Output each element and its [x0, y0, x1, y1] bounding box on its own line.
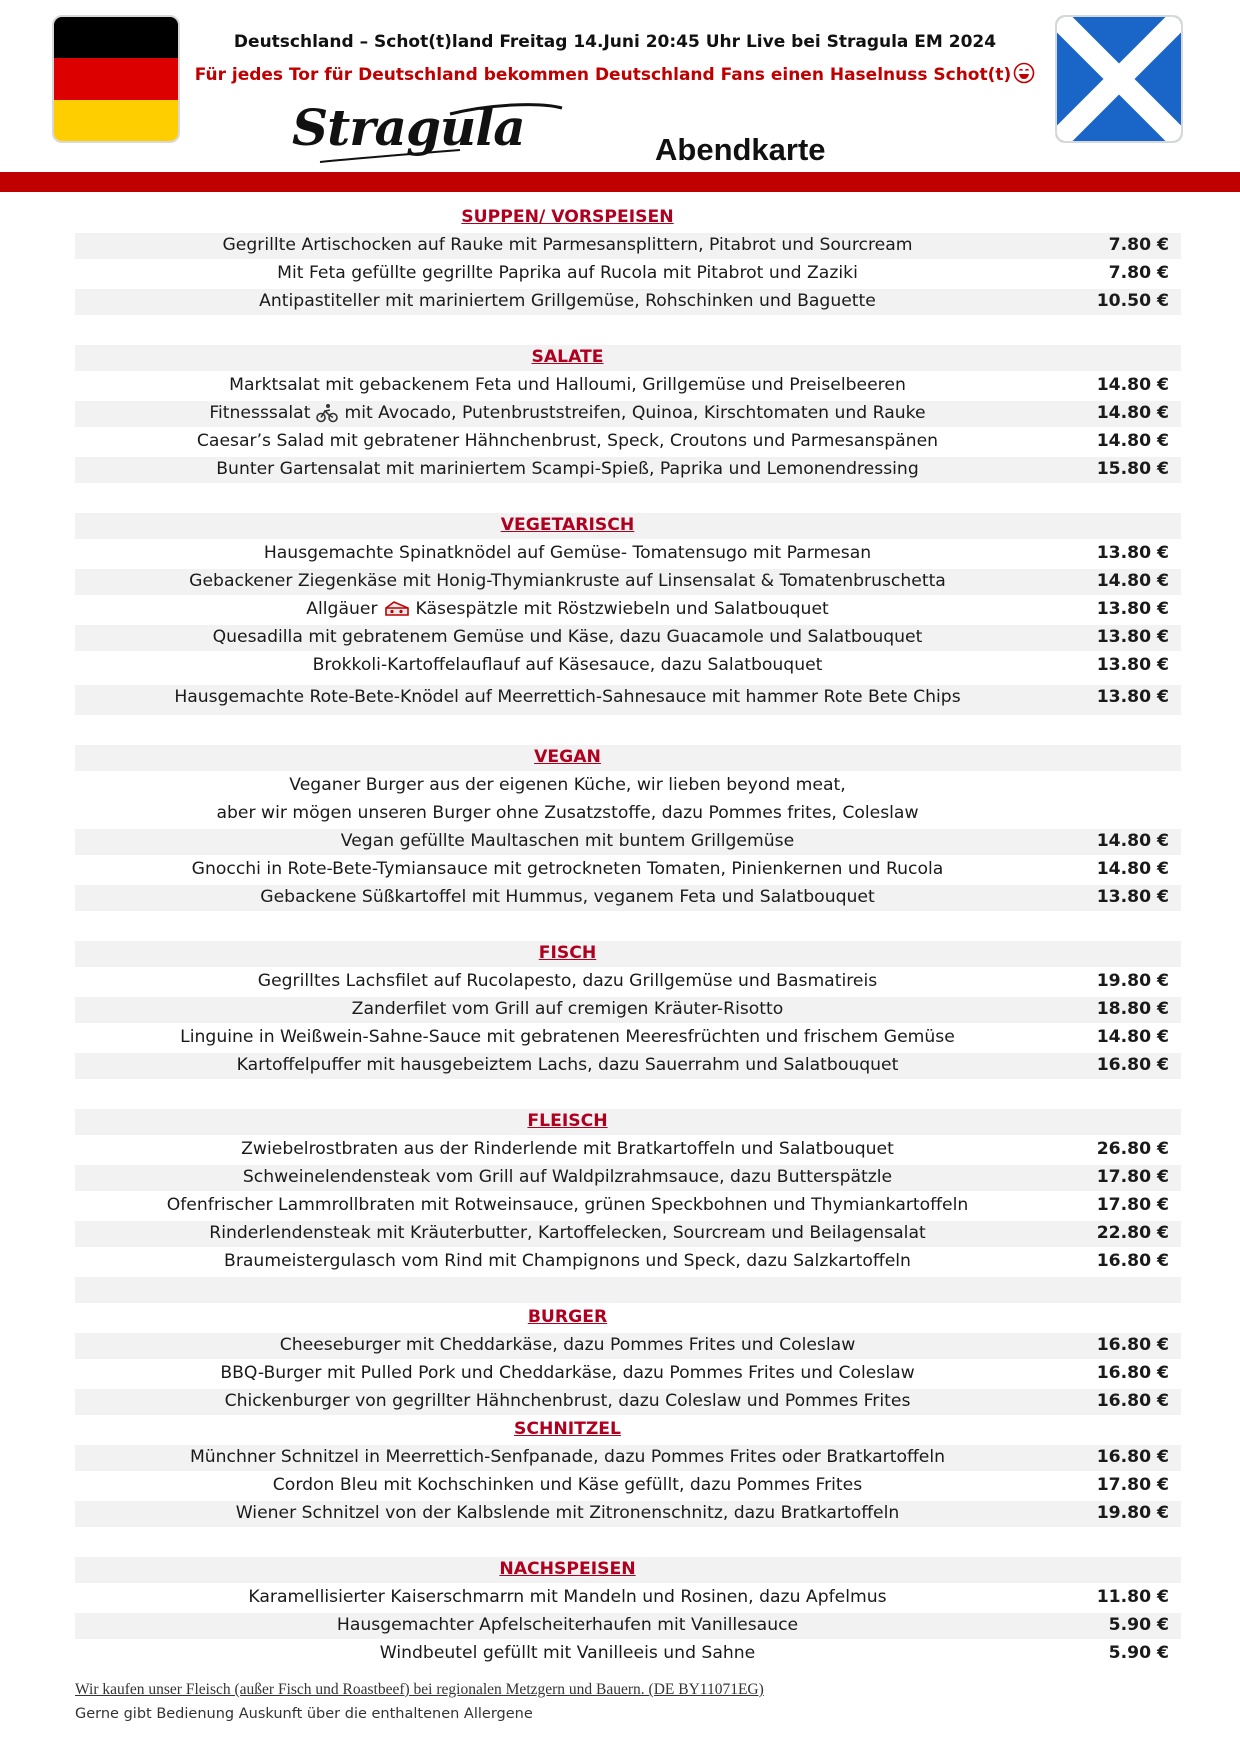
dish-name: Gebackener Ziegenkäse mit Honig-Thymiankruste auf Linsensalat & Tomatenbruschetta [189, 571, 946, 591]
promo-headline-text: Für jedes Tor für Deutschland bekommen Deutschland Fans einen Haselnuss Schot(t) [194, 65, 1012, 85]
section-header [75, 205, 1181, 231]
menu-list [75, 205, 1181, 1669]
dish-name-part: mit Avocado, Putenbruststreifen, Quinoa, Kirschtomaten und Rauke [344, 403, 926, 423]
cheese-icon [384, 599, 410, 619]
dish-name-part: Fitnesssalat [209, 403, 311, 423]
menu-item [75, 773, 1181, 799]
dish-name: Hausgemachter Apfelscheiterhaufen mit Vanillesauce [336, 1615, 799, 1635]
dish-name: Kartoffelpuffer mit hausgebeiztem Lachs, dazu Sauerrahm und Salatbouquet [236, 1055, 899, 1075]
section-header [75, 513, 1181, 539]
section-title: SALATE [531, 347, 604, 367]
dish-price: 26.80 € [1096, 1139, 1169, 1159]
dish-price: 19.80 € [1096, 971, 1169, 991]
menu-item [75, 969, 1181, 995]
sourcing-note: Wir kaufen unser Fleisch (außer Fisch und Roastbeef) bei regionalen Metzgern und Bauern. (DE BY11071EG) [75, 1681, 764, 1698]
dish-name: Gegrilltes Lachsfilet auf Rucolapesto, dazu Grillgemüse und Basmatireis [257, 971, 878, 991]
menu-item [75, 857, 1181, 883]
dish-name: Braumeistergulasch vom Rind mit Champignons und Speck, dazu Salzkartoffeln [224, 1251, 911, 1271]
menu-item [75, 233, 1181, 259]
dish-name: Zwiebelrostbraten aus der Rinderlende mit Bratkartoffeln und Salatbouquet [241, 1139, 894, 1159]
menu-item [75, 1641, 1181, 1667]
dish-name: Schweinelendensteak vom Grill auf Waldpilzrahmsauce, dazu Butterspätzle [242, 1167, 893, 1187]
promo-headline [180, 62, 1050, 85]
dish-name: Veganer Burger aus der eigenen Küche, wir lieben beyond meat, [289, 775, 846, 795]
dish-price: 13.80 € [1096, 627, 1169, 647]
menu-item [75, 569, 1181, 595]
dish-price: 14.80 € [1096, 1027, 1169, 1047]
dish-price: 10.50 € [1096, 291, 1169, 311]
section-header [75, 1417, 1181, 1443]
menu-item [75, 685, 1181, 715]
dish-price: 17.80 € [1096, 1475, 1169, 1495]
dish-price: 13.80 € [1096, 887, 1169, 907]
menu-item [75, 1585, 1181, 1611]
menu-item [75, 373, 1181, 399]
dish-name: aber wir mögen unseren Burger ohne Zusatzstoffe, dazu Pommes frites, Coleslaw [216, 803, 919, 823]
menu-header [0, 0, 1240, 195]
dish-price: 16.80 € [1096, 1391, 1169, 1411]
section-header [75, 941, 1181, 967]
dish-price: 13.80 € [1096, 599, 1169, 619]
section-spacer [75, 913, 1181, 939]
menu-item [75, 1473, 1181, 1499]
dish-name [75, 403, 1060, 423]
dish-name: Wiener Schnitzel von der Kalbslende mit Zitronenschnitz, dazu Bratkartoffeln [235, 1503, 900, 1523]
dish-name: Hausgemachte Spinatknödel auf Gemüse- Tomatensugo mit Parmesan [263, 543, 872, 563]
dish-price: 22.80 € [1096, 1223, 1169, 1243]
menu-item [75, 261, 1181, 287]
section-title: NACHSPEISEN [499, 1559, 636, 1579]
dish-name: Windbeutel gefüllt mit Vanilleeis und Sahne [379, 1643, 756, 1663]
section-header [75, 745, 1181, 771]
dish-name: Vegan gefüllte Maultaschen mit buntem Grillgemüse [340, 831, 795, 851]
dish-name: Mit Feta gefüllte gegrillte Paprika auf Rucola mit Pitabrot und Zaziki [277, 263, 858, 283]
dish-name: Zanderfilet vom Grill auf cremigen Kräuter-Risotto [351, 999, 784, 1019]
section-title: VEGAN [534, 747, 601, 767]
dish-name: Gnocchi in Rote-Bete-Tymiansauce mit getrockneten Tomaten, Pinienkernen und Rucola [191, 859, 944, 879]
dish-name: Cheeseburger mit Cheddarkäse, dazu Pommes Frites und Coleslaw [279, 1335, 856, 1355]
menu-item [75, 625, 1181, 651]
dish-price: 14.80 € [1096, 859, 1169, 879]
section-title: FISCH [538, 943, 597, 963]
dish-price: 18.80 € [1096, 999, 1169, 1019]
dish-name: BBQ-Burger mit Pulled Pork und Cheddarkäse, dazu Pommes Frites und Coleslaw [220, 1363, 915, 1383]
menu-item [75, 541, 1181, 567]
section-title: SUPPEN/ VORSPEISEN [461, 207, 674, 227]
dish-name: Bunter Gartensalat mit mariniertem Scampi-Spieß, Paprika und Lemonendressing [216, 459, 919, 479]
section-spacer [75, 717, 1181, 743]
menu-item [75, 1333, 1181, 1359]
dish-price: 14.80 € [1096, 375, 1169, 395]
section-title: VEGETARISCH [500, 515, 635, 535]
dish-name: Antipastiteller mit mariniertem Grillgemüse, Rohschinken und Baguette [259, 291, 876, 311]
dish-price: 5.90 € [1108, 1643, 1169, 1663]
dish-price: 7.80 € [1108, 235, 1169, 255]
section-header [75, 345, 1181, 371]
dish-price: 16.80 € [1096, 1251, 1169, 1271]
dish-price: 16.80 € [1096, 1055, 1169, 1075]
section-title: SCHNITZEL [513, 1419, 622, 1439]
smiling-face-icon [1013, 62, 1035, 84]
dish-price: 17.80 € [1096, 1167, 1169, 1187]
menu-item [75, 1221, 1181, 1247]
dish-name: Münchner Schnitzel in Meerrettich-Senfpanade, dazu Pommes Frites oder Bratkartoffeln [189, 1447, 946, 1467]
menu-item [75, 289, 1181, 315]
dish-name: Chickenburger von gegrillter Hähnchenbrust, dazu Coleslaw und Pommes Frites [224, 1391, 911, 1411]
dish-price: 11.80 € [1096, 1587, 1169, 1607]
menu-item [75, 429, 1181, 455]
dish-name: Hausgemachte Rote-Bete-Knödel auf Meerrettich-Sahnesauce mit hammer Rote Bete Chips [174, 687, 961, 707]
dish-price: 15.80 € [1096, 459, 1169, 479]
scotland-flag-icon [1055, 15, 1183, 143]
dish-price: 14.80 € [1096, 403, 1169, 423]
menu-item [75, 1501, 1181, 1527]
dish-name: Gebackene Süßkartoffel mit Hummus, veganem Feta und Salatbouquet [260, 887, 875, 907]
menu-item [75, 1165, 1181, 1191]
dish-price: 13.80 € [1096, 687, 1169, 707]
menu-item [75, 1137, 1181, 1163]
menu-item [75, 1193, 1181, 1219]
dish-name: Ofenfrischer Lammrollbraten mit Rotweinsauce, grünen Speckbohnen und Thymiankartoffeln [166, 1195, 969, 1215]
dish-name-part: Allgäuer [306, 599, 378, 619]
section-spacer [75, 1081, 1181, 1107]
menu-item [75, 597, 1181, 623]
dish-name: Marktsalat mit gebackenem Feta und Halloumi, Grillgemüse und Preiselbeeren [229, 375, 906, 395]
section-header [75, 1557, 1181, 1583]
section-spacer [75, 1277, 1181, 1303]
menu-item [75, 829, 1181, 855]
dish-name: Cordon Bleu mit Kochschinken und Käse gefüllt, dazu Pommes Frites [272, 1475, 863, 1495]
dish-price: 5.90 € [1108, 1615, 1169, 1635]
menu-item [75, 1053, 1181, 1079]
menu-item [75, 653, 1181, 683]
menu-item [75, 401, 1181, 427]
dish-name: Caesar’s Salad mit gebratener Hähnchenbrust, Speck, Croutons und Parmesanspänen [196, 431, 939, 451]
menu-item [75, 1249, 1181, 1275]
stragula-logo: Stragula [292, 98, 525, 157]
dish-price: 14.80 € [1096, 831, 1169, 851]
dish-price: 14.80 € [1096, 571, 1169, 591]
dish-name-part: Käsespätzle mit Röstzwiebeln und Salatbouquet [415, 599, 829, 619]
section-header [75, 1109, 1181, 1135]
dish-name: Gegrillte Artischocken auf Rauke mit Parmesansplittern, Pitabrot und Sourcream [222, 235, 913, 255]
dish-name: Karamellisierter Kaiserschmarrn mit Mandeln und Rosinen, dazu Apfelmus [248, 1587, 887, 1607]
dish-name: Linguine in Weißwein-Sahne-Sauce mit gebratenen Meeresfrüchten und frischem Gemüse [180, 1027, 955, 1047]
event-headline: Deutschland – Schot(t)land Freitag 14.Juni 20:45 Uhr Live bei Stragula EM 2024 [233, 32, 997, 52]
dish-price: 13.80 € [1096, 655, 1169, 675]
menu-item [75, 1025, 1181, 1051]
section-title: FLEISCH [527, 1111, 608, 1131]
cyclist-icon [316, 403, 338, 423]
dish-price: 13.80 € [1096, 543, 1169, 563]
menu-item [75, 457, 1181, 483]
header-divider [0, 172, 1240, 192]
dish-price: 14.80 € [1096, 431, 1169, 451]
germany-flag-icon [52, 15, 180, 143]
dish-name: Rinderlendensteak mit Kräuterbutter, Kartoffelecken, Sourcream und Beilagensalat [209, 1223, 926, 1243]
menu-item [75, 1389, 1181, 1415]
section-spacer [75, 485, 1181, 511]
menu-item [75, 1361, 1181, 1387]
dish-price: 16.80 € [1096, 1335, 1169, 1355]
menu-item [75, 885, 1181, 911]
dish-name: Brokkoli-Kartoffelauflauf auf Käsesauce, dazu Salatbouquet [312, 655, 823, 675]
menu-item [75, 1445, 1181, 1471]
page-title: Abendkarte [655, 132, 826, 167]
dish-name [75, 599, 1060, 619]
section-spacer [75, 317, 1181, 343]
section-title: BURGER [527, 1307, 608, 1327]
menu-item [75, 1613, 1181, 1639]
dish-name: Quesadilla mit gebratenem Gemüse und Käse, dazu Guacamole und Salatbouquet [212, 627, 923, 647]
section-header [75, 1305, 1181, 1331]
dish-price: 16.80 € [1096, 1447, 1169, 1467]
menu-item [75, 997, 1181, 1023]
section-spacer [75, 1529, 1181, 1555]
dish-price: 7.80 € [1108, 263, 1169, 283]
dish-price: 16.80 € [1096, 1363, 1169, 1383]
allergen-note: Gerne gibt Bedienung Auskunft über die enthaltenen Allergene [75, 1706, 533, 1722]
dish-price: 17.80 € [1096, 1195, 1169, 1215]
menu-item [75, 801, 1181, 827]
dish-price: 19.80 € [1096, 1503, 1169, 1523]
